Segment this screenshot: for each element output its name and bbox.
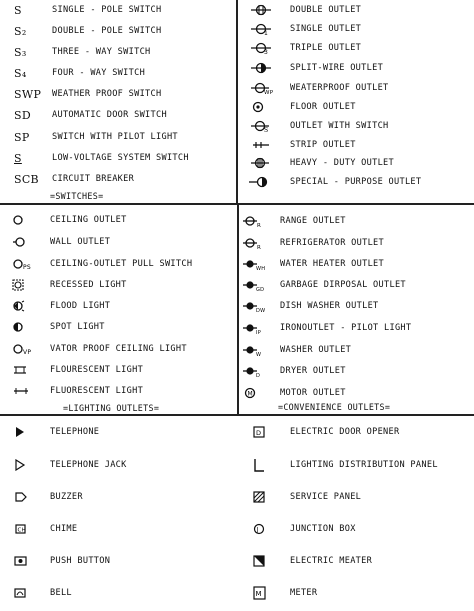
svg-text:R: R (257, 245, 262, 249)
switch-row (12, 0, 232, 20)
signal-row (252, 551, 470, 571)
svg-text:J: J (256, 526, 259, 534)
switch-row (12, 148, 232, 168)
convenience-caption: =CONVENIENCE OUTLETS= (278, 402, 391, 412)
convenience-label: DRYER OUTLET (280, 366, 346, 376)
switch-row (12, 127, 232, 147)
double-outlet-icon (250, 4, 280, 16)
vapor-proof-ceiling-light-icon (12, 343, 42, 355)
outlet-label: SPECIAL - PURPOSE OUTLET (290, 177, 422, 187)
outlet-with-switch-icon (250, 120, 280, 132)
convenience-row (242, 340, 470, 360)
convenience-row (242, 296, 470, 316)
telephone-jack-icon (14, 459, 44, 471)
signal-row (14, 422, 234, 442)
chime-icon (14, 523, 44, 535)
lighting-row (12, 275, 234, 295)
lighting-label: CEILING-OUTLET PULL SWITCH (50, 259, 193, 269)
svg-text:W: W (256, 352, 262, 356)
lighting-label: FLOOD LIGHT (50, 301, 111, 311)
svg-text:D: D (256, 373, 261, 377)
divider-horizontal-outlets (237, 203, 474, 205)
signal-label: LIGHTING DISTRIBUTION PANEL (290, 460, 438, 470)
electric-door-opener-icon (252, 426, 282, 438)
signal-row (14, 487, 234, 507)
outlet-row (248, 97, 470, 117)
outlet-label: DOUBLE OUTLET (290, 5, 362, 15)
meter-icon (252, 586, 282, 600)
switch-symbol: SWP (14, 87, 42, 101)
convenience-row (242, 318, 470, 338)
switch-label: AUTOMATIC DOOR SWITCH (52, 110, 167, 120)
svg-text:1: 1 (264, 30, 269, 35)
switch-label: CIRCUIT BREAKER (52, 174, 135, 184)
range-outlet-icon (242, 215, 272, 227)
outlet-row (248, 38, 470, 58)
iron-outlet-pilot-light-icon (242, 322, 272, 334)
fluorescent-light-icon (12, 385, 42, 397)
convenience-label: DISH WASHER OUTLET (280, 301, 379, 311)
outlet-row (248, 78, 470, 98)
outlet-label: WEATERPROOF OUTLET (290, 83, 389, 93)
svg-text:DW: DW (256, 308, 266, 312)
signal-row (252, 422, 470, 442)
switch-symbol: S (14, 3, 22, 17)
signal-label: BELL (50, 588, 72, 598)
svg-text:ps: ps (23, 264, 32, 270)
signal-row (252, 519, 470, 539)
convenience-row (242, 275, 470, 295)
water-heater-outlet-icon (242, 258, 272, 270)
convenience-row (242, 211, 470, 231)
dryer-outlet-icon (242, 365, 272, 377)
convenience-row (242, 383, 470, 403)
switch-label: LOW-VOLTAGE SYSTEM SWITCH (52, 153, 189, 163)
switch-symbol: SCB (14, 172, 39, 186)
outlet-label: HEAVY - DUTY OUTLET (290, 158, 395, 168)
convenience-row (242, 254, 470, 274)
washer-outlet-icon (242, 344, 272, 356)
svg-text:R: R (257, 223, 262, 227)
lighting-label: WALL OUTLET (50, 237, 111, 247)
svg-text:WP: WP (264, 90, 274, 94)
signal-label: ELECTRIC DOOR OPENER (290, 427, 400, 437)
motor-outlet-icon (242, 387, 272, 399)
svg-text:M: M (247, 390, 253, 398)
convenience-row (242, 233, 470, 253)
switch-row (12, 105, 232, 125)
svg-text:VP: VP (23, 349, 32, 355)
outlet-label: SPLIT-WIRE OUTLET (290, 63, 384, 73)
convenience-label: IRONOUTLET - PILOT LIGHT (280, 323, 412, 333)
svg-text:GD: GD (256, 287, 265, 291)
switch-label: THREE - WAY SWITCH (52, 47, 151, 57)
lighting-label: VATOR PROOF CEILING LIGHT (50, 344, 187, 354)
lighting-caption: =LIGHTING OUTLETS= (63, 403, 160, 413)
switch-label: FOUR - WAY SWITCH (52, 68, 146, 78)
recessed-light-icon (12, 279, 42, 291)
outlet-row (248, 116, 470, 136)
switch-row (12, 42, 232, 62)
convenience-label: WASHER OUTLET (280, 345, 352, 355)
outlet-row (248, 172, 470, 192)
switch-row (12, 169, 232, 189)
outlet-row (248, 58, 470, 78)
outlet-label: STRIP OUTLET (290, 140, 356, 150)
buzzer-icon (14, 491, 44, 503)
ceiling-outlet-icon (12, 214, 42, 226)
svg-text:D: D (256, 429, 262, 437)
lighting-row (12, 381, 234, 401)
lighting-row (12, 210, 234, 230)
switch-label: SINGLE - POLE SWITCH (52, 5, 162, 15)
signal-row (252, 455, 470, 475)
bell-icon (14, 587, 44, 599)
lighting-label: CEILING OUTLET (50, 215, 127, 225)
outlet-row (248, 153, 470, 173)
switches-caption: =SWITCHES= (50, 191, 104, 201)
switch-row (12, 84, 232, 104)
switch-symbol: SD (14, 108, 31, 122)
outlet-label: SINGLE OUTLET (290, 24, 362, 34)
switch-symbol: S₃ (14, 45, 27, 59)
signal-row (252, 487, 470, 507)
signal-label: PUSH BUTTON (50, 556, 111, 566)
lighting-label: FLUORESCENT LIGHT (50, 386, 144, 396)
svg-text:3: 3 (264, 49, 269, 54)
lighting-label: SPOT LIGHT (50, 322, 105, 332)
convenience-label: REFRIGERATOR OUTLET (280, 238, 385, 248)
lighting-row (12, 232, 234, 252)
ceiling-outlet-pull-switch-icon (12, 258, 42, 270)
lighting-distribution-panel-icon (252, 458, 282, 472)
lighting-label: RECESSED LIGHT (50, 280, 127, 290)
convenience-label: GARBAGE DIRPOSAL OUTLET (280, 280, 406, 290)
special-purpose-outlet-icon (248, 176, 278, 188)
svg-text:Ch: Ch (17, 527, 27, 534)
signal-label: ELECTRIC MEATER (290, 556, 373, 566)
split-wire-outlet-icon (250, 62, 280, 74)
svg-text:M: M (255, 590, 262, 598)
switch-row (12, 21, 232, 41)
flood-light-icon (12, 300, 42, 312)
svg-text:s: s (264, 127, 269, 132)
weatherproof-outlet-icon (250, 82, 280, 94)
signal-label: TELEPHONE JACK (50, 460, 127, 470)
lighting-row (12, 339, 234, 359)
single-outlet-icon (250, 23, 280, 35)
lighting-row (12, 296, 234, 316)
switch-label: WEATHER PROOF SWITCH (52, 89, 162, 99)
outlet-row (248, 135, 470, 155)
service-panel-icon (252, 491, 282, 503)
signal-label: BUZZER (50, 492, 83, 502)
lighting-row (12, 360, 234, 380)
divider-vertical-top (236, 0, 238, 205)
divider-horizontal-switches (0, 203, 238, 205)
electric-meater-icon (252, 555, 282, 567)
triple-outlet-icon (250, 42, 280, 54)
signal-label: JUNCTION BOX (290, 524, 356, 534)
spot-light-icon (12, 321, 42, 333)
convenience-row (242, 361, 470, 381)
svg-text:IP: IP (256, 330, 262, 334)
convenience-label: WATER HEATER OUTLET (280, 259, 385, 269)
convenience-label: RANGE OUTLET (280, 216, 346, 226)
outlet-label: TRIPLE OUTLET (290, 43, 362, 53)
lighting-row (12, 317, 234, 337)
signal-label: CHIME (50, 524, 78, 534)
svg-text:WH: WH (256, 266, 266, 270)
switch-symbol: S₄ (14, 66, 27, 80)
flourescent-light-icon (12, 364, 42, 376)
divider-horizontal-lower (0, 414, 474, 416)
outlet-row (248, 0, 470, 20)
dish-washer-outlet-icon (242, 300, 272, 312)
signal-row (14, 583, 234, 603)
signal-row (252, 583, 470, 603)
signal-row (14, 551, 234, 571)
signal-row (14, 519, 234, 539)
floor-outlet-icon (250, 101, 280, 113)
signal-label: METER (290, 588, 318, 598)
switch-symbol: S₂ (14, 24, 27, 38)
refrigerator-outlet-icon (242, 237, 272, 249)
push-button-icon (14, 555, 44, 567)
switch-row (12, 63, 232, 83)
divider-vertical-middle (237, 205, 239, 415)
outlet-label: OUTLET WITH SWITCH (290, 121, 389, 131)
signal-label: TELEPHONE (50, 427, 100, 437)
switch-symbol: SP (14, 130, 30, 144)
switch-label: SWITCH WITH PILOT LIGHT (52, 132, 178, 142)
telephone-icon (14, 426, 44, 438)
outlet-label: FLOOR OUTLET (290, 102, 356, 112)
garbage-disposal-outlet-icon (242, 279, 272, 291)
lighting-row (12, 254, 234, 274)
junction-box-icon (252, 523, 282, 535)
strip-outlet-icon (250, 139, 280, 151)
switch-label: DOUBLE - POLE SWITCH (52, 26, 162, 36)
switch-symbol: S (14, 151, 22, 165)
heavy-duty-outlet-icon (250, 157, 280, 169)
lighting-label: FLOURESCENT LIGHT (50, 365, 144, 375)
outlet-row (248, 19, 470, 39)
signal-row (14, 455, 234, 475)
wall-outlet-icon (12, 236, 42, 248)
signal-label: SERVICE PANEL (290, 492, 362, 502)
convenience-label: MOTOR OUTLET (280, 388, 346, 398)
